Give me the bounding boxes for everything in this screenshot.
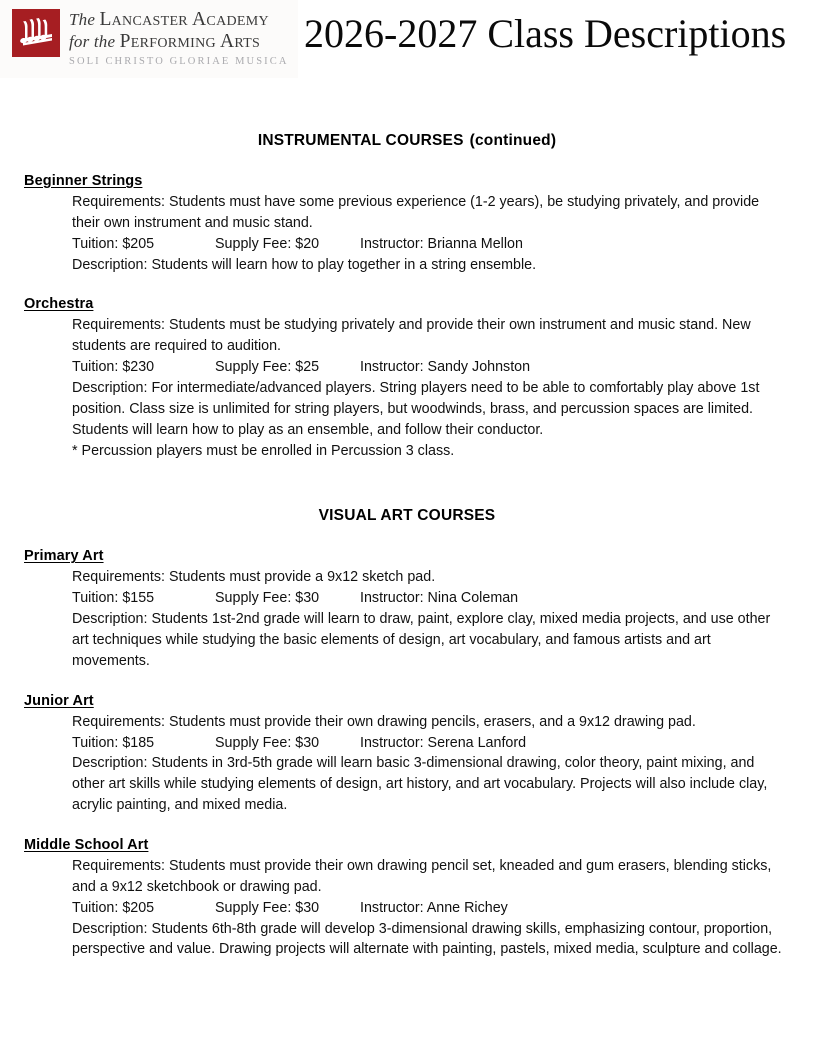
academy-logo-text: [60, 9, 289, 68]
course-instructor: Instructor: Sandy Johnston: [360, 359, 531, 376]
course-instructor: Instructor: Serena Lanford: [360, 734, 527, 751]
section-heading-instrumental-suffix: (continued): [469, 132, 557, 149]
course-tuition: Tuition: $205: [72, 235, 155, 252]
course-fee-line: [72, 234, 790, 255]
course-fee-line: [72, 588, 790, 609]
document-body: [0, 132, 816, 960]
course-orchestra: [24, 295, 790, 461]
course-description: Description: Students 6th-8th grade will develop 3-dimensional drawing skills, emphasizing contour, proportion, perspective and value. Drawing projects will alternate with painting, pastels, mixed media, sculpture and collage.: [72, 920, 782, 958]
course-fee-line: [72, 357, 790, 378]
course-requirements: Requirements: Students must provide their own drawing pencil set, kneaded and gum erasers, blending sticks, and a 9x12 sketchbook or drawing pad.: [72, 858, 772, 895]
course-title: Middle School Art: [24, 837, 149, 854]
section-heading-instrumental: [24, 132, 790, 150]
course-details: [72, 315, 790, 461]
course-description: Description: Students 1st-2nd grade will learn to draw, paint, explore clay, mixed media projects, and use other art techniques while studying the basic elements of design, art vocabulary, and famous artists and art movements.: [72, 611, 771, 669]
course-requirements: Requirements: Students must be studying privately and provide their own instrument and music stand. New students are required to audition.: [72, 317, 751, 355]
course-description: Description: For intermediate/advanced players. String players need to be able to comfortably play above 1st position. Class size is unlimited for string players, but woodwinds, brass, and percussion spaces are limited. Students will learn how to play as an ensemble, and follow their conductor.: [72, 380, 760, 438]
course-beginner-strings: [24, 172, 790, 275]
course-requirements: Requirements: Students must provide a 9x12 sketch pad.: [72, 569, 436, 586]
academy-logo: [0, 0, 298, 78]
course-instructor: Instructor: Brianna Mellon: [360, 235, 523, 252]
academy-logo-line2-main: Performing Arts: [119, 30, 261, 52]
course-supply-fee: Supply Fee: $30: [215, 590, 320, 607]
section-heading-visual-art: [24, 461, 790, 525]
course-tuition: Tuition: $155: [72, 590, 155, 607]
course-description: Description: Students in 3rd-5th grade will learn basic 3-dimensional drawing, color theory, paint mixing, and other art skills while studying elements of design, art history, and art vocabulary. Projects will also include clay, acrylic painting, and mixed media.: [72, 755, 768, 814]
academy-logo-line1-main: Lancaster Academy: [99, 9, 269, 30]
course-supply-fee: Supply Fee: $20: [215, 235, 320, 252]
course-details: [72, 192, 790, 275]
course-requirements: Requirements: Students must provide their own drawing pencils, erasers, and a 9x12 drawing pad.: [72, 713, 696, 730]
course-instructor: Instructor: Anne Richey: [360, 899, 508, 916]
course-primary-art: [24, 547, 790, 671]
course-instructor: Instructor: Nina Coleman: [360, 590, 519, 607]
academy-logo-line-1: [69, 10, 289, 30]
course-fee-line: [72, 733, 790, 754]
academy-logo-tagline: SOLI CHRISTO GLORIAE MUSICA: [69, 56, 289, 67]
course-title: Primary Art: [24, 548, 104, 565]
course-tuition: Tuition: $230: [72, 359, 155, 376]
course-details: [72, 712, 790, 816]
course-description: Description: Students will learn how to play together in a string ensemble.: [72, 256, 537, 273]
academy-logo-line2-prefix: for the: [69, 31, 116, 51]
course-title: Junior Art: [24, 692, 94, 709]
course-note: * Percussion players must be enrolled in Percussion 3 class.: [72, 442, 455, 459]
section-heading-instrumental-main: INSTRUMENTAL COURSES: [257, 132, 464, 149]
course-supply-fee: Supply Fee: $25: [215, 359, 320, 376]
course-title: Beginner Strings: [24, 173, 143, 189]
course-tuition: Tuition: $185: [72, 734, 155, 751]
section-heading-visual-art-main: VISUAL ART COURSES: [318, 507, 496, 525]
course-supply-fee: Supply Fee: $30: [215, 899, 320, 916]
academy-logo-line1-prefix: The: [69, 10, 96, 29]
course-tuition: Tuition: $205: [72, 899, 155, 916]
course-supply-fee: Supply Fee: $30: [215, 734, 320, 751]
musical-notes-icon: [12, 9, 60, 57]
course-requirements: Requirements: Students must have some previous experience (1-2 years), be studying privately, and provide their own instrument and music stand.: [72, 194, 760, 231]
document-header: [0, 0, 816, 92]
page-title: 2026-2027 Class Descriptions: [304, 11, 787, 56]
course-details: [72, 856, 790, 960]
course-details: [72, 567, 790, 671]
course-title: Orchestra: [24, 296, 94, 313]
course-middle-school-art: [24, 836, 790, 960]
academy-logo-line-2: [69, 32, 289, 52]
course-junior-art: [24, 692, 790, 816]
course-fee-line: [72, 898, 790, 919]
